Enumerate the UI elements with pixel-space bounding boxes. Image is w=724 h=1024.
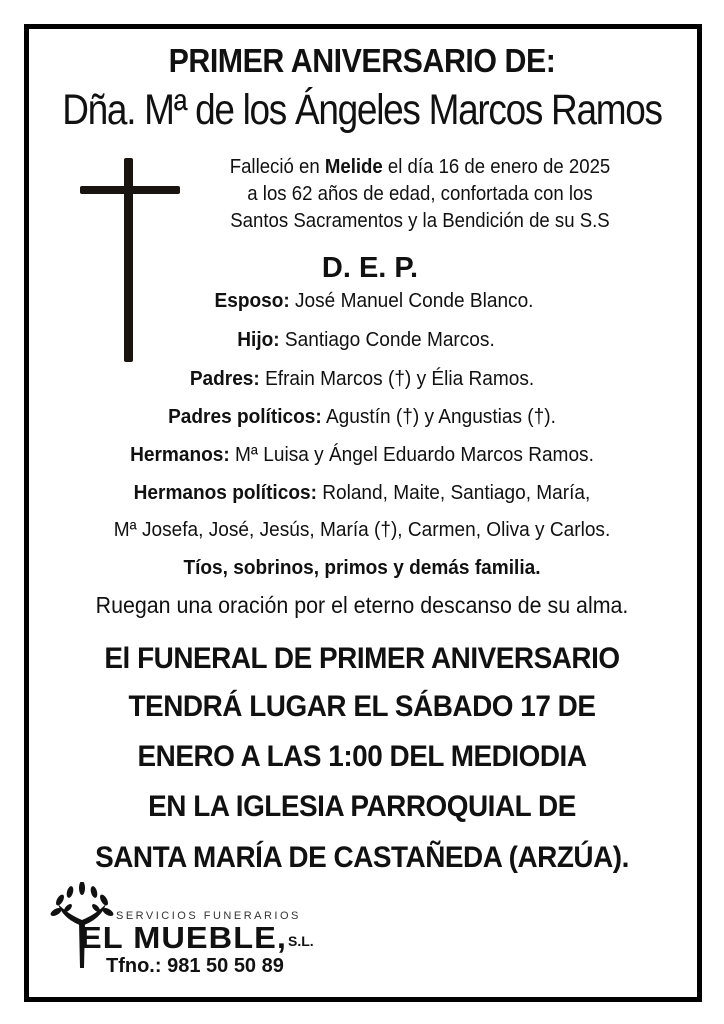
funeral-line-1: El FUNERAL DE PRIMER ANIVERSARIO	[104, 642, 620, 675]
funeral-line-2: TENDRÁ LUGAR EL SÁBADO 17 DE	[128, 690, 596, 723]
death-details-line-2: a los 62 años de edad, confortada con los	[247, 183, 593, 205]
relative-son: Hijo: Santiago Conde Marcos.	[237, 328, 495, 351]
funeral-line-4: EN LA IGLESIA PARROQUIAL DE	[148, 790, 576, 823]
prayer-request: Ruegan una oración por el eterno descanso de su alma.	[95, 592, 629, 618]
relative-parents: Padres: Efrain Marcos (†) y Élia Ramos.	[189, 367, 535, 390]
logo-tagline: SERVICIOS FUNERARIOS	[116, 910, 301, 922]
funeral-line-3: ENERO A LAS 1:00 DEL MEDIODIA	[137, 740, 587, 773]
funeral-line-5: SANTA MARÍA DE CASTAÑEDA (ARZÚA).	[95, 841, 629, 874]
death-details-line-3: Santos Sacramentos y la Bendición de su S.S	[230, 210, 610, 232]
death-details-line-1: Falleció en Melide el día 16 de enero de 2025	[229, 156, 611, 178]
dep-heading: D. E. P.	[321, 252, 419, 284]
logo-brand-name: EL MUEBLE,	[80, 920, 288, 955]
notice-title: PRIMER ANIVERSARIO DE:	[168, 42, 556, 79]
cross-icon-bar	[80, 186, 180, 194]
relative-parents-in-law: Padres políticos: Agustín (†) y Angustias (†).	[168, 405, 556, 428]
logo-company-suffix: S.L.	[288, 933, 314, 949]
relative-siblings: Hermanos: Mª Luisa y Ángel Eduardo Marcos Ramos.	[130, 443, 594, 466]
extended-family: Tíos, sobrinos, primos y demás familia.	[183, 556, 541, 579]
death-place: Melide	[324, 156, 383, 178]
relative-siblings-in-law-continued: Mª Josefa, José, Jesús, María (†), Carmen, Oliva y Carlos.	[113, 518, 611, 541]
relative-siblings-in-law: Hermanos políticos: Roland, Maite, Santiago, María,	[133, 481, 591, 504]
death-details	[215, 154, 624, 235]
deceased-name: Dña. Mª de los Ángeles Marcos Ramos	[62, 86, 662, 134]
relative-spouse: Esposo: José Manuel Conde Blanco.	[214, 289, 534, 312]
contact-phone: Tfno.: 981 50 50 89	[106, 955, 284, 977]
